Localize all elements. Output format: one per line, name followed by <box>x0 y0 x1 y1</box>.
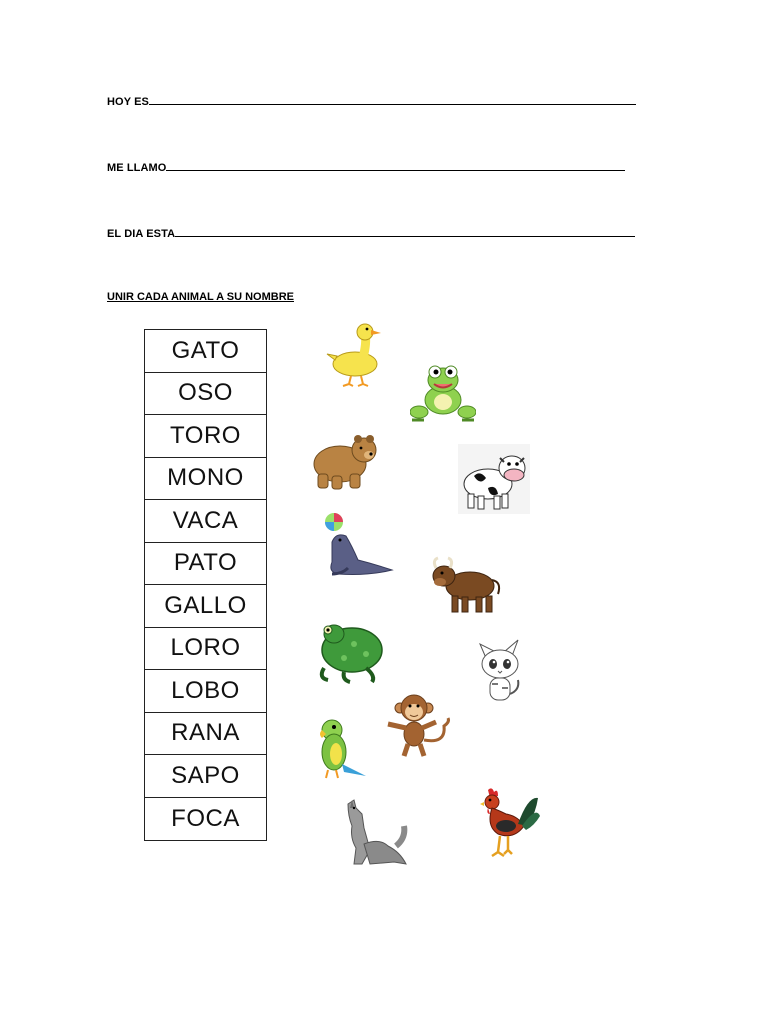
weather-blank[interactable] <box>175 227 635 237</box>
parrot-icon[interactable] <box>314 716 368 782</box>
word-table <box>144 329 267 841</box>
date-blank[interactable] <box>149 95 636 105</box>
name-blank[interactable] <box>166 161 625 171</box>
rooster-icon[interactable] <box>478 786 542 860</box>
toad-icon[interactable] <box>314 618 386 684</box>
name-label: ME LLAMO <box>107 162 167 174</box>
weather-label: EL DIA ESTA <box>107 228 176 240</box>
wolf-icon[interactable] <box>340 798 408 868</box>
word-cell[interactable]: LORO <box>145 628 266 671</box>
name-line <box>107 161 625 174</box>
weather-line <box>107 227 635 240</box>
date-line <box>107 95 636 108</box>
word-cell[interactable]: TORO <box>145 415 266 458</box>
word-cell[interactable]: VACA <box>145 500 266 543</box>
duck-icon[interactable] <box>325 320 391 388</box>
word-cell[interactable]: LOBO <box>145 670 266 713</box>
bull-icon[interactable] <box>430 554 502 616</box>
word-cell[interactable]: GALLO <box>145 585 266 628</box>
monkey-icon[interactable] <box>384 692 456 760</box>
instruction-heading: UNIR CADA ANIMAL A SU NOMBRE <box>107 291 294 303</box>
word-cell[interactable]: MONO <box>145 458 266 501</box>
word-cell[interactable]: RANA <box>145 713 266 756</box>
word-cell[interactable]: PATO <box>145 543 266 586</box>
seal-icon[interactable] <box>318 512 398 578</box>
word-cell[interactable]: FOCA <box>171 804 240 832</box>
word-cell[interactable]: SAPO <box>145 755 266 798</box>
bear-icon[interactable] <box>306 430 378 492</box>
word-cell[interactable]: OSO <box>145 373 266 416</box>
word-cell[interactable]: GATO <box>145 330 266 373</box>
cow-icon[interactable] <box>458 444 530 514</box>
cat-icon[interactable] <box>474 636 524 708</box>
date-label: HOY ES <box>107 96 149 108</box>
frog-icon[interactable] <box>410 362 476 424</box>
